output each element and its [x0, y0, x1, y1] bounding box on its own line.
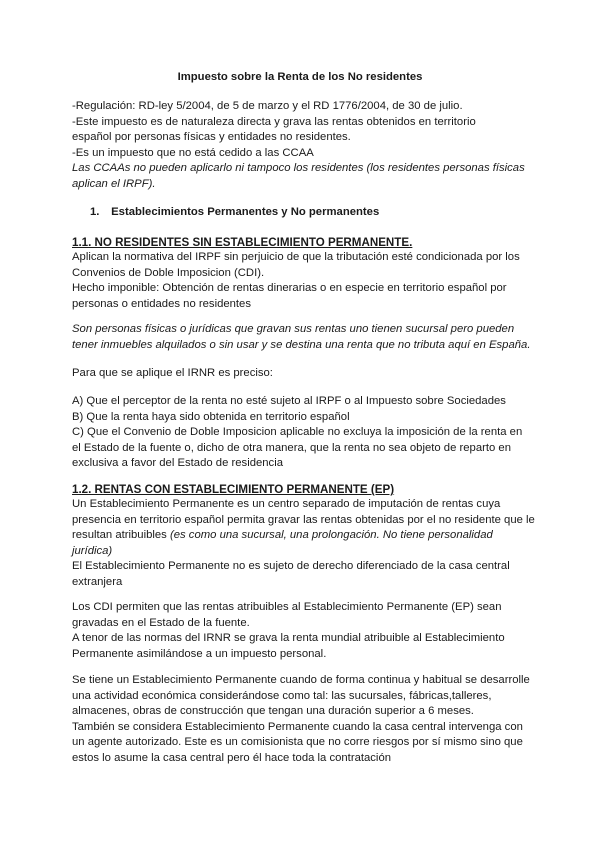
intro-line: -Regulación: RD-ley 5/2004, de 5 de marzo y el RD 1776/2004, de 30 de julio. [72, 100, 463, 112]
note-line: tener inmuebles alquilados o sin usar y se destina una renta que no tributa aquí en España. [72, 338, 531, 351]
paragraph-line: Convenios de Doble Imposicion (CDI). [72, 266, 265, 279]
intro-line: español por personas físicas y entidades no residentes. [72, 131, 351, 144]
paragraph-line: presencia en territorio español permita gravar las rentas obtenidas por el no residente que le [72, 513, 535, 526]
paragraph-line: extranjera [72, 575, 123, 588]
requirement-item: el Estado de la fuente o, dicho de otra manera, que la renta no sea objeto de reparto en [72, 441, 512, 454]
section-1-2-paragraph-3 [72, 600, 542, 662]
section-1-1-note [72, 322, 542, 353]
intro-note-line: aplican el IRPF). [72, 177, 156, 190]
section-1-1-heading: 1.1. NO RESIDENTES SIN ESTABLECIMIENTO PERMANENTE. [72, 236, 413, 249]
paragraph-line: Se tiene un Establecimiento Permanente cuando de forma continua y habitual se desarrolle [72, 674, 530, 686]
section-1-2-paragraph-1 [72, 497, 542, 591]
paragraph-line: Un Establecimiento Permanente es un centro separado de imputación de rentas cuya [72, 498, 501, 510]
requirement-item: C) Que el Convenio de Doble Imposicion aplicable no excluya la imposición de la renta en [72, 426, 523, 439]
paragraph-line: Los CDI permiten que las rentas atribuibles al Establecimiento Permanente (EP) sean [72, 601, 502, 613]
intro-line: -Es un impuesto que no está cedido a las CCAA [72, 146, 314, 159]
paragraph-line: gravadas en el Estado de la fuente. [72, 616, 250, 629]
text-span: resultan atribuibles [72, 529, 170, 542]
paragraph-line: estos lo asume la casa central pero él hace toda la contratación [72, 751, 392, 764]
paragraph-line: almacenes, obras de construcción que tengan una duración superior a 6 meses. [72, 705, 474, 718]
paragraph-line: Hecho imponible: Obtención de rentas dinerarias o en especie en territorio español por [72, 282, 507, 295]
requirement-intro: Para que se aplique el IRNR es preciso: [72, 367, 273, 379]
section-1-title: Establecimientos Permanentes y No permanentes [111, 206, 380, 218]
paragraph-line: una actividad económica considerándose como tal: las sucursales, fábricas,talleres, [72, 689, 492, 702]
intro-line: -Este impuesto es de naturaleza directa y grava las rentas obtenidos en territorio [72, 115, 476, 128]
document-title: Impuesto sobre la Renta de los No residentes [177, 71, 423, 83]
paragraph-line: personas o entidades no residentes [72, 297, 251, 310]
requirement-item: A) Que el perceptor de la renta no esté sujeto al IRPF o al Impuesto sobre Sociedades [72, 395, 506, 407]
intro-note-line: Las CCAAs no pueden aplicarlo ni tampoco los residentes (los residentes personas físicas [72, 162, 525, 175]
italic-span: (es como una sucursal, una prolongación. No tiene personalidad [169, 529, 493, 542]
section-1-1-text [72, 250, 542, 312]
intro-block [72, 99, 542, 193]
note-line: Son personas físicas o jurídicas que gravan sus rentas uno tienen sucursal pero pueden [72, 323, 515, 335]
paragraph-line: un agente autorizado. Este es un comisionista que no corre riesgos por sí mismo sino que [72, 736, 523, 749]
requirements-list [72, 394, 542, 472]
paragraph-line: Aplican la normativa del IRPF sin perjuicio de que la tributación esté condicionada por los [72, 251, 520, 263]
section-1-2-heading: 1.2. RENTAS CON ESTABLECIMIENTO PERMANENTE (EP) [72, 483, 395, 496]
paragraph-line: El Establecimiento Permanente no es sujeto de derecho diferenciado de la casa central [72, 560, 510, 573]
section-1-heading [90, 205, 379, 221]
paragraph-line: A tenor de las normas del IRNR se grava la renta mundial atribuible al Establecimiento [72, 632, 505, 645]
requirement-item: exclusiva a favor del Estado de residencia [72, 457, 283, 470]
paragraph-line [72, 528, 542, 544]
paragraph-line: jurídica) [72, 544, 113, 557]
section-1-number: 1. [90, 206, 100, 218]
section-1-2-paragraph-4 [72, 673, 542, 767]
paragraph-line: Permanente asimilándose a un impuesto personal. [72, 647, 327, 660]
requirement-item: B) Que la renta haya sido obtenida en territorio español [72, 410, 350, 423]
paragraph-line: También se considera Establecimiento Permanente cuando la casa central intervenga con [72, 720, 523, 733]
